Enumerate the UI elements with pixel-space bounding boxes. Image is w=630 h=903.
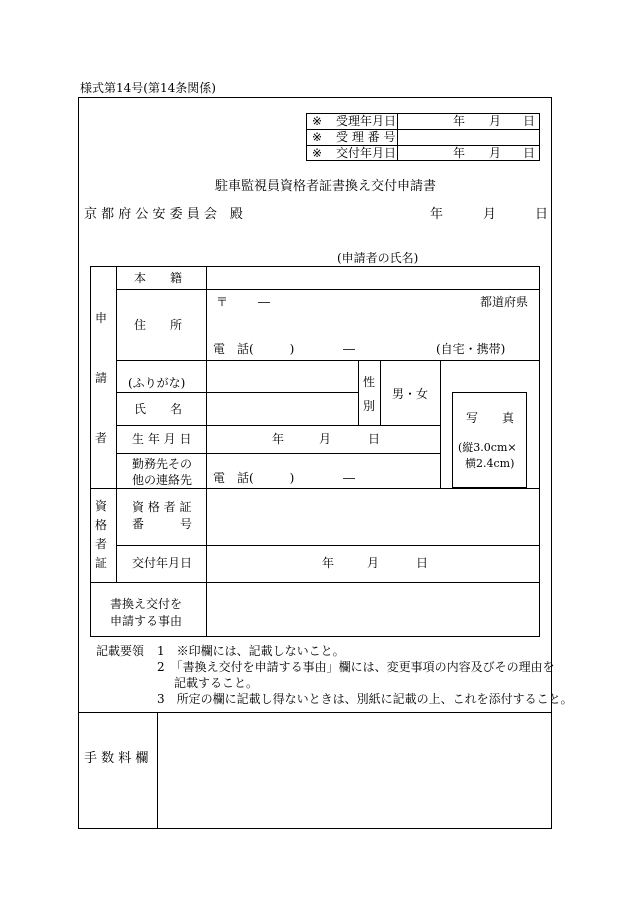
- birth-day: 日: [368, 432, 381, 446]
- issued-year: 年: [453, 146, 466, 160]
- birth-month: 月: [319, 432, 332, 446]
- label-sex-2: 別: [363, 399, 376, 413]
- label-workplace-2: 他の連絡先: [132, 473, 193, 487]
- applicant-group-char-3: 者: [95, 431, 108, 445]
- postal-mark: 〒: [216, 295, 229, 309]
- reception-label-received: 受理年月日: [336, 114, 397, 128]
- form-number: 様式第14号(第14条関係): [80, 81, 216, 95]
- label-reason-1: 書換え交付を: [110, 597, 183, 611]
- label-honseki: 本 籍: [134, 271, 183, 285]
- reception-mark-3: ※: [312, 146, 323, 160]
- addressee: 京 都 府 公 安 委 員 会 殿: [84, 207, 243, 222]
- note-1: 1 ※印欄には、記載しないこと。: [157, 644, 345, 658]
- photo-size-1: (縦3.0cm×: [458, 441, 517, 454]
- issued-month: 月: [489, 146, 502, 160]
- prefecture-label: 都道府県: [480, 295, 529, 309]
- certificate-group-char-2: 格: [95, 518, 108, 532]
- issue-year: 年: [322, 556, 335, 570]
- label-name: 氏 名: [134, 402, 183, 416]
- reception-mark-1: ※: [312, 114, 323, 128]
- date-year: 年: [430, 207, 444, 222]
- date-day: 日: [535, 207, 549, 222]
- form-title: 駐車監視員資格者証書換え交付申請書: [215, 179, 437, 194]
- reception-label-number: 受 理 番 号: [336, 130, 396, 144]
- reception-mark-2: ※: [312, 130, 323, 144]
- label-birth-date: 生 年 月 日: [132, 432, 192, 446]
- applicant-group-char-1: 申: [95, 311, 108, 325]
- phone-type: (自宅・携帯): [436, 342, 506, 356]
- label-furigana: (ふりがな): [128, 376, 186, 390]
- issued-day: 日: [523, 146, 536, 160]
- certificate-group-char-1: 資: [95, 499, 108, 513]
- reception-label-issued: 交付年月日: [336, 146, 397, 160]
- label-fee: 手 数 料 欄: [84, 751, 149, 766]
- sex-options: 男・女: [392, 387, 429, 401]
- photo-label: 写 真: [466, 411, 515, 425]
- postal-dash: ―: [258, 295, 270, 309]
- label-jusho: 住 所: [134, 318, 183, 332]
- date-month: 月: [483, 207, 497, 222]
- issue-day: 日: [416, 556, 429, 570]
- label-workplace-1: 勤務先その: [132, 457, 193, 471]
- label-certificate-number-1: 資 格 者 証: [132, 500, 192, 514]
- notes-heading: 記載要領: [96, 644, 145, 658]
- phone-dash: ―: [343, 342, 355, 356]
- workplace-phone-dash: ―: [343, 471, 355, 485]
- applicant-group-char-2: 請: [95, 371, 108, 385]
- photo-size-2: 横2.4cm): [465, 457, 515, 470]
- label-certificate-number-2: 番 号: [132, 517, 193, 531]
- issue-month: 月: [367, 556, 380, 570]
- workplace-phone-label: 電 話( ): [213, 471, 295, 485]
- phone-label: 電 話( ): [213, 342, 295, 356]
- reception-month: 月: [489, 114, 502, 128]
- certificate-group-char-3: 者: [95, 537, 108, 551]
- label-sex-1: 性: [363, 375, 376, 389]
- reception-year: 年: [453, 114, 466, 128]
- note-3: 3 所定の欄に記載し得ないときは、別紙に記載の上、これを添付すること。: [157, 692, 573, 706]
- reception-day: 日: [523, 114, 536, 128]
- note-2-cont: 記載すること。: [174, 676, 259, 690]
- label-issue-date: 交付年月日: [132, 556, 193, 570]
- birth-year: 年: [272, 432, 285, 446]
- note-2: 2 「書換え交付を申請する事由」欄には、変更事項の内容及びその理由を: [157, 660, 555, 674]
- photo-box: [452, 392, 527, 488]
- label-reason-2: 申請する事由: [110, 614, 183, 628]
- certificate-group-char-4: 証: [95, 556, 108, 570]
- applicant-name-caption: (申請者の氏名): [337, 251, 419, 265]
